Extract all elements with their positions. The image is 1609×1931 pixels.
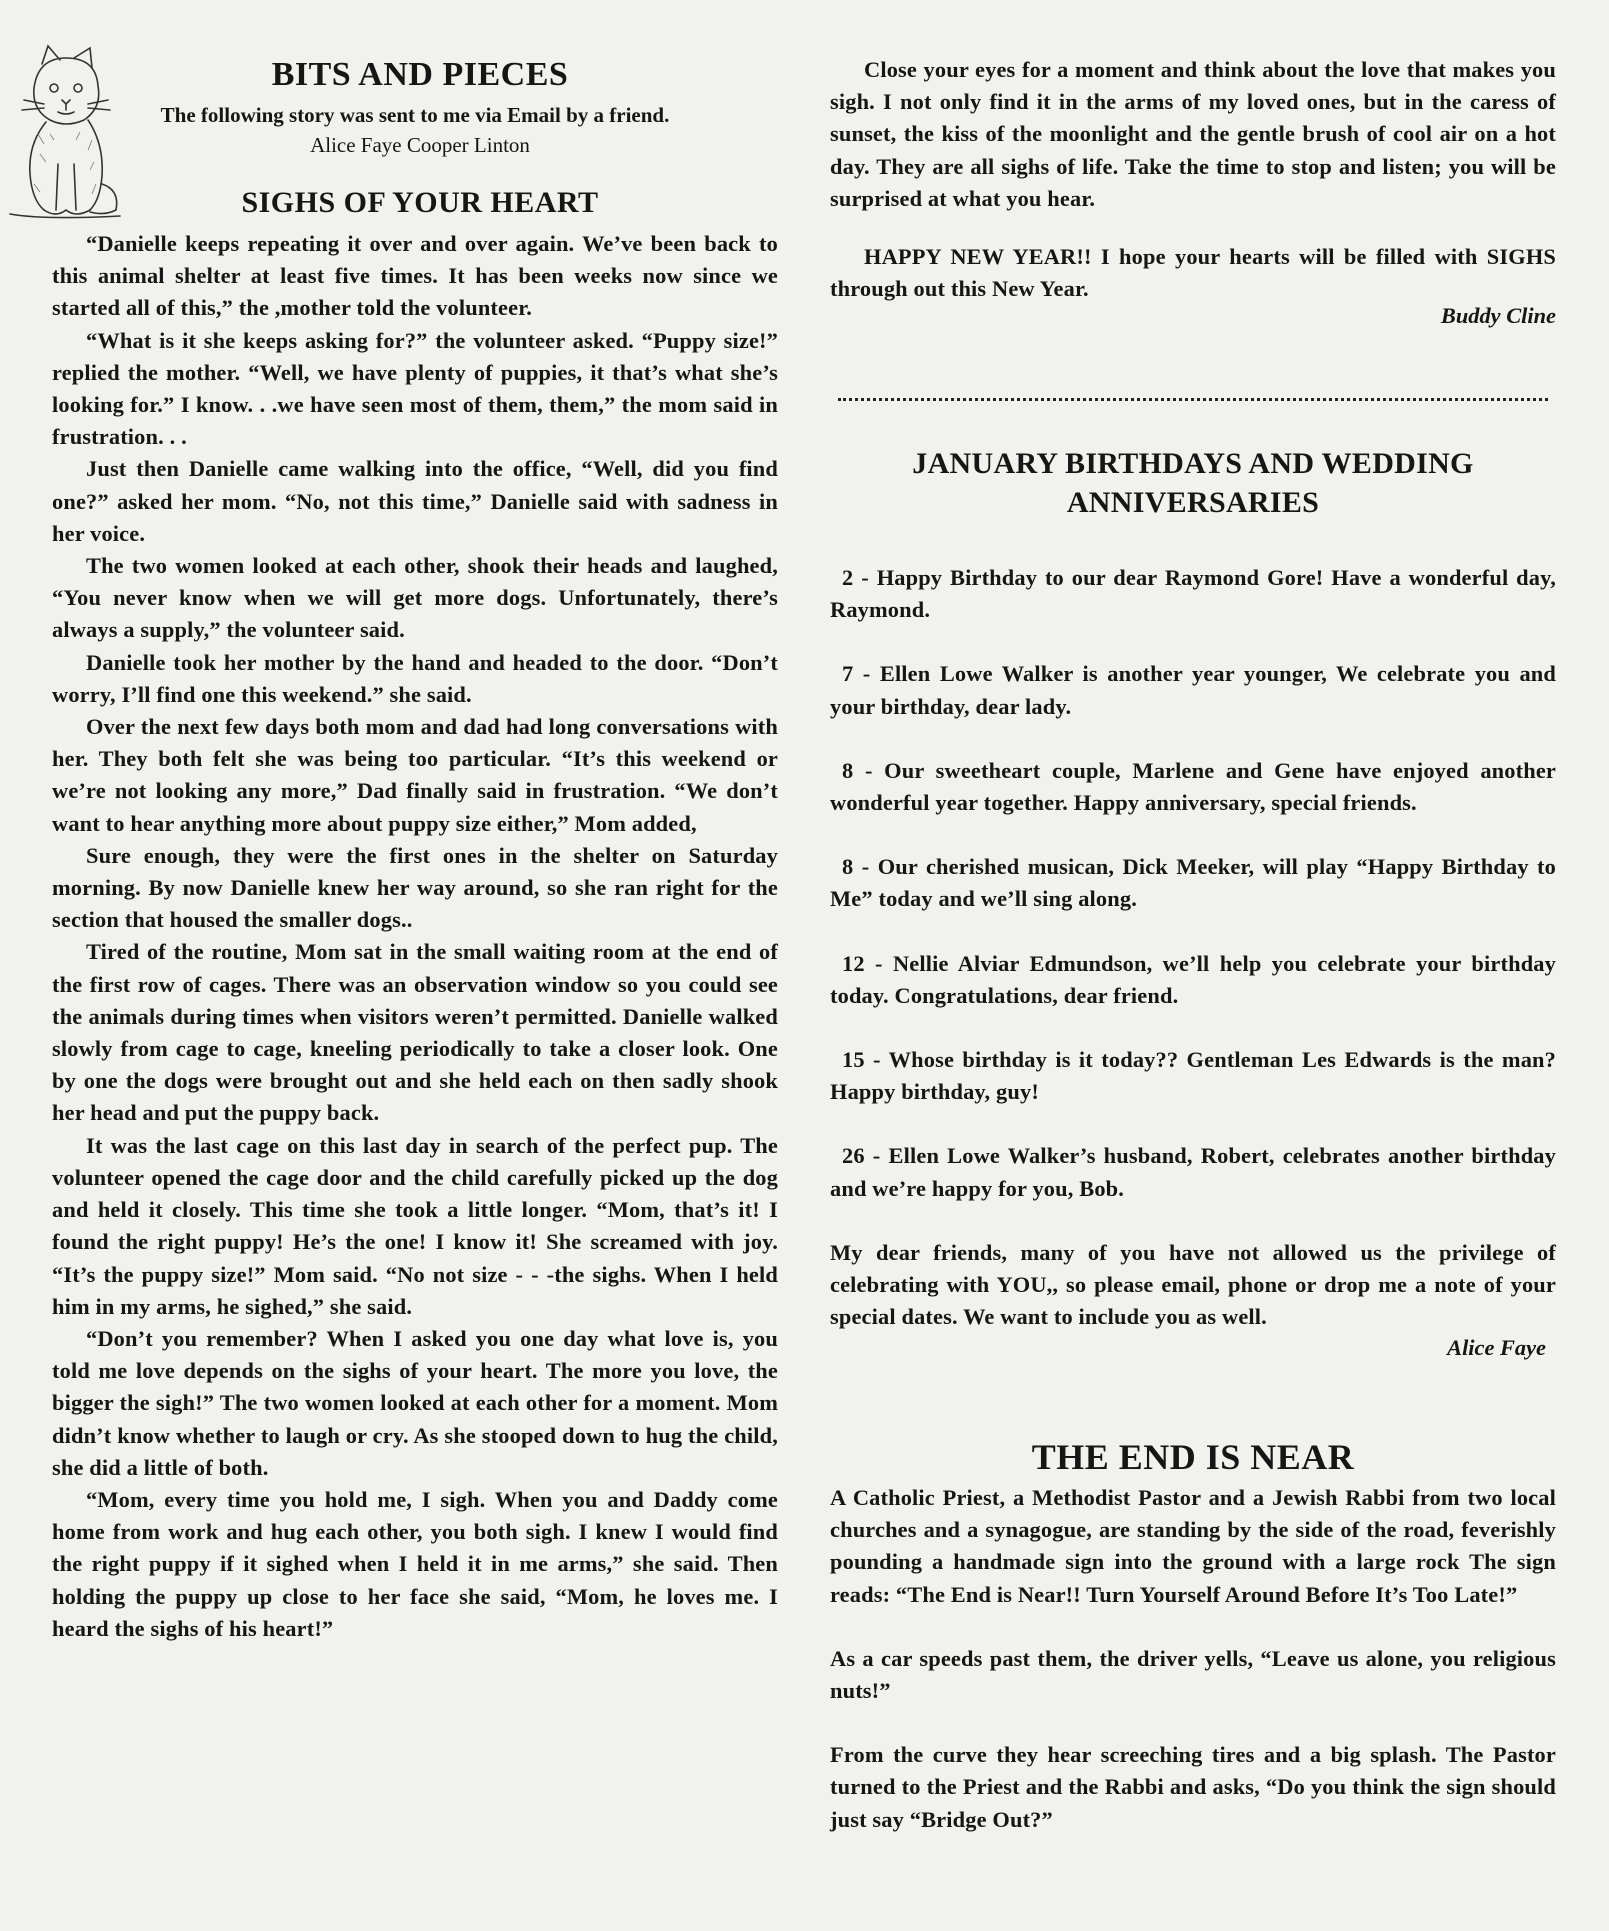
story-body: [52, 228, 778, 1645]
birthday-entry: 7 - Ellen Lowe Walker is another year younger, We celebrate you and your birthday, dear lady.: [830, 661, 1556, 719]
story-paragraph: “Mom, every time you hold me, I sigh. When you and Daddy come home from work and hug each other, you both sigh. I knew I would find the right puppy if it sighed when I held it in me arms,” she said. Then holding the puppy up close to her face she said, “Mom, he loves me. I heard the sighs of his heart!”: [52, 1486, 778, 1641]
story-closing-paragraph: Close your eyes for a moment and think about the love that makes you sigh. I not only find it in the arms of my loved ones, but in the caress of sunset, the kiss of the moonlight and the gentle brush of cool air on a hot day. They are all sighs of life. Take the time to stop and listen; you will be surprised at what you hear.: [830, 57, 1556, 211]
birthdays-note: My dear friends, many of you have not allowed us the privilege of celebrating with YOU,, so please email, phone or drop me a note of your special dates. We want to include you as well.: [830, 1239, 1556, 1330]
story-paragraph: “What is it she keeps asking for?” the volunteer asked. “Puppy size!” replied the mother. “Well, we have plenty of puppies, it that’s what she’s looking for.” I know. . .we have seen most of them, them,” the mom said in frustration. . .: [52, 327, 778, 450]
birthdays-title-line: JANUARY BIRTHDAYS AND WEDDING: [912, 447, 1474, 480]
birthday-list: [830, 562, 1556, 1361]
birthday-entry: 2 - Happy Birthday to our dear Raymond Gore! Have a wonderful day, Raymond.: [830, 565, 1556, 623]
end-is-near-title: THE END IS NEAR: [1031, 1437, 1355, 1477]
story-paragraph: Over the next few days both mom and dad had long conversations with her. They both felt she was being too particular. “It’s this weekend or we’re not looking any more,” Dad finally said in frustration. “We don’t want to hear anything more about puppy size either,” Mom added,: [52, 714, 778, 836]
joke-paragraph: A Catholic Priest, a Methodist Pastor and a Jewish Rabbi from two local churches and a synagogue, are standing by the side of the road, feverishly pounding a handmade sign into the ground with a large rock The sign reads: “The End is Near!! Turn Yourself Around Before It’s Too Late!”: [830, 1485, 1556, 1607]
story-title: SIGHS OF YOUR HEART: [241, 186, 599, 219]
anniversary-entry: 8 - Our sweetheart couple, Marlene and Gene have enjoyed another wonderful year together. Happy anniversary, special friends.: [830, 757, 1556, 816]
kitten-illustration: [4, 44, 124, 222]
header-subtitle: The following story was sent to me via Email by a friend.: [160, 103, 670, 127]
joke-paragraph: As a car speeds past them, the driver yells, “Leave us alone, you religious nuts!”: [830, 1645, 1556, 1704]
birthdays-signature: Alice Faye: [1447, 1335, 1546, 1361]
joke-paragraph: From the curve they hear screeching tires and a big splash. The Pastor turned to the Priest and the Rabbi and asks, “Do you think the sign should just say “Bridge Out?”: [830, 1742, 1556, 1832]
story-paragraph: Tired of the routine, Mom sat in the small waiting room at the end of the first row of cages. There was an observation window so you could see the animals during times when visitors weren’t permitted. Danielle walked slowly from cage to cage, kneeling periodically to take a closer look. One by one the dogs were brought out and she held each on then sadly shook her head and put the puppy back.: [52, 939, 778, 1126]
story-paragraph: Just then Danielle came walking into the office, “Well, did you find one?” asked her mom. “No, not this time,” Danielle said with sadness in her voice.: [52, 456, 778, 546]
section-title-bits-and-pieces: BITS AND PIECES: [271, 56, 569, 93]
birthday-entry: 15 - Whose birthday is it today?? Gentleman Les Edwards is the man? Happy birthday, guy!: [830, 1047, 1556, 1105]
story-paragraph: It was the last cage on this last day in search of the perfect pup. The volunteer opened the cage door and the child carefully picked up the dog and held it closely. This time she took a little longer. “Mom, that’s it! I found the right puppy! He’s the one! I know it! She screamed with joy. “It’s the puppy size!” Mom said. “No not size - - -the sighs. When I held him in my arms, he sighed,” she said.: [52, 1132, 778, 1319]
story-paragraph: The two women looked at each other, shook their heads and laughed, “You never know when we will get more dogs. Unfortunately, there’s always a supply,” the volunteer said.: [52, 553, 778, 643]
new-year-message: HAPPY NEW YEAR!! I hope your hearts will be filled with SIGHS through out this New Year.: [830, 244, 1556, 302]
birthdays-title: [830, 444, 1556, 522]
birthday-entry: 12 - Nellie Alviar Edmundson, we’ll help you celebrate your birthday today. Congratulations, dear friend.: [830, 950, 1556, 1008]
end-is-near-body: [830, 1482, 1556, 1836]
story-paragraph: “Danielle keeps repeating it over and over again. We’ve been back to this animal shelter at least five times. It has been weeks now since we started all of this,” the ,mother told the volunteer.: [52, 231, 778, 321]
story-continuation: [830, 54, 1556, 329]
birthdays-title-line: ANNIVERSARIES: [1066, 486, 1320, 519]
header-author: Alice Faye Cooper Linton: [310, 133, 530, 157]
story-signature: Buddy Cline: [1440, 303, 1556, 329]
story-paragraph: Danielle took her mother by the hand and headed to the door. “Don’t worry, I’ll find one this weekend.” she said.: [52, 649, 778, 707]
section-divider: [838, 398, 1548, 401]
story-paragraph: “Don’t you remember? When I asked you one day what love is, you told me love depends on the sighs of your heart. The more you love, the bigger the sigh!” The two women looked at each other for a moment. Mom didn’t know whether to laugh or cry. As she stooped down to hug the child, she did a little of both.: [52, 1325, 778, 1480]
birthday-entry: 8 - Our cherished musican, Dick Meeker, will play “Happy Birthday to Me” today and we’ll sing along.: [830, 854, 1556, 912]
birthday-entry: 26 - Ellen Lowe Walker’s husband, Robert, celebrates another birthday and we’re happy for you, Bob.: [830, 1143, 1556, 1201]
story-paragraph: Sure enough, they were the first ones in the shelter on Saturday morning. By now Danielle knew her way around, so she ran right for the section that housed the smaller dogs..: [52, 842, 778, 933]
